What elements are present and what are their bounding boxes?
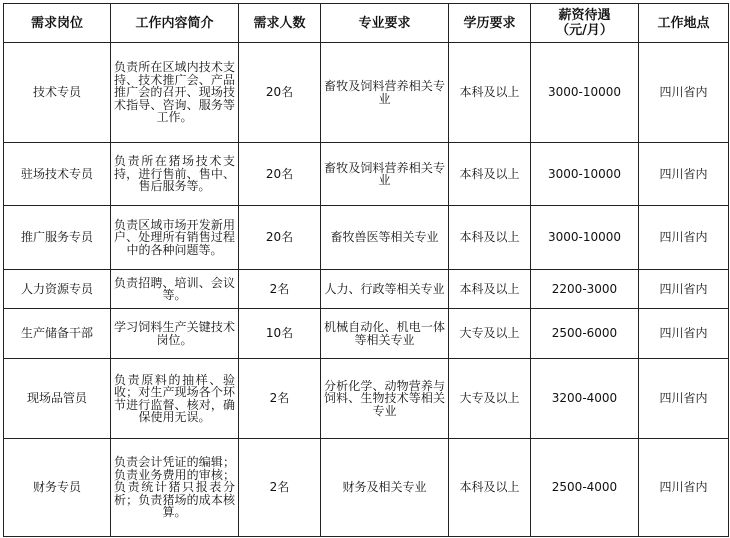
cell-location: 四川省内 xyxy=(639,206,729,270)
cell-location: 四川省内 xyxy=(639,43,729,143)
cell-count: 20名 xyxy=(239,143,321,206)
cell-location: 四川省内 xyxy=(639,270,729,309)
cell-education: 大专及以上 xyxy=(449,359,531,439)
cell-count: 2名 xyxy=(239,270,321,309)
cell-salary: 3000-10000 xyxy=(531,43,639,143)
cell-description: 负责所在猪场技术支持，进行售前、售中、售后服务等。 xyxy=(111,143,239,206)
cell-location: 四川省内 xyxy=(639,143,729,206)
cell-count: 10名 xyxy=(239,309,321,359)
cell-position: 技术专员 xyxy=(4,43,111,143)
cell-position: 生产储备干部 xyxy=(4,309,111,359)
header-salary-line1: 薪资待遇 xyxy=(558,8,611,23)
header-position: 需求岗位 xyxy=(4,4,111,43)
table-row xyxy=(4,143,729,206)
cell-position: 推广服务专员 xyxy=(4,206,111,270)
cell-count: 2名 xyxy=(239,359,321,439)
cell-description: 学习饲料生产关键技术岗位。 xyxy=(111,309,239,359)
cell-education: 本科及以上 xyxy=(449,439,531,537)
cell-description: 负责原料的抽样、验收；对生产现场各个环节进行监督、核对，确保使用无误。 xyxy=(111,359,239,439)
table-row xyxy=(4,439,729,537)
cell-education: 本科及以上 xyxy=(449,143,531,206)
header-major: 专业要求 xyxy=(321,4,449,43)
cell-salary: 3000-10000 xyxy=(531,206,639,270)
cell-position: 人力资源专员 xyxy=(4,270,111,309)
cell-description: 负责会计凭证的编辑；负责业务费用的审核；负责统计猪只报表分析；负责猪场的成本核算。 xyxy=(111,439,239,537)
cell-major: 畜牧及饲料营养相关专业 xyxy=(321,43,449,143)
cell-salary: 3200-4000 xyxy=(531,359,639,439)
header-count: 需求人数 xyxy=(239,4,321,43)
cell-count: 20名 xyxy=(239,206,321,270)
cell-salary: 3000-10000 xyxy=(531,143,639,206)
table-row xyxy=(4,359,729,439)
cell-major: 人力、行政等相关专业 xyxy=(321,270,449,309)
cell-education: 本科及以上 xyxy=(449,43,531,143)
cell-description: 负责所在区域内技术支持、技术推广会、产品推广会的召开、现场技术指导、咨询、服务等工作。 xyxy=(111,43,239,143)
recruitment-table xyxy=(3,3,729,537)
cell-major: 畜牧及饲料营养相关专业 xyxy=(321,143,449,206)
cell-position: 财务专员 xyxy=(4,439,111,537)
cell-description: 负责招聘、培训、会议等。 xyxy=(111,270,239,309)
table-row xyxy=(4,43,729,143)
header-salary xyxy=(531,4,639,43)
cell-position: 现场品管员 xyxy=(4,359,111,439)
header-location: 工作地点 xyxy=(639,4,729,43)
cell-salary: 2500-4000 xyxy=(531,439,639,537)
cell-description: 负责区域市场开发新用户、处理所有销售过程中的各种问题等。 xyxy=(111,206,239,270)
header-salary-line2: （元/月） xyxy=(556,23,613,38)
cell-location: 四川省内 xyxy=(639,439,729,537)
cell-education: 本科及以上 xyxy=(449,270,531,309)
cell-major: 分析化学、动物营养与饲料、生物技术等相关专业 xyxy=(321,359,449,439)
header-row xyxy=(4,4,729,43)
cell-salary: 2200-3000 xyxy=(531,270,639,309)
table-row xyxy=(4,270,729,309)
table-row xyxy=(4,206,729,270)
cell-major: 机械自动化、机电一体等相关专业 xyxy=(321,309,449,359)
table-row xyxy=(4,309,729,359)
cell-location: 四川省内 xyxy=(639,309,729,359)
cell-major: 畜牧兽医等相关专业 xyxy=(321,206,449,270)
header-description: 工作内容简介 xyxy=(111,4,239,43)
cell-count: 20名 xyxy=(239,43,321,143)
cell-count: 2名 xyxy=(239,439,321,537)
cell-education: 大专及以上 xyxy=(449,309,531,359)
cell-position: 驻场技术专员 xyxy=(4,143,111,206)
cell-education: 本科及以上 xyxy=(449,206,531,270)
cell-major: 财务及相关专业 xyxy=(321,439,449,537)
cell-salary: 2500-6000 xyxy=(531,309,639,359)
header-education: 学历要求 xyxy=(449,4,531,43)
cell-location: 四川省内 xyxy=(639,359,729,439)
